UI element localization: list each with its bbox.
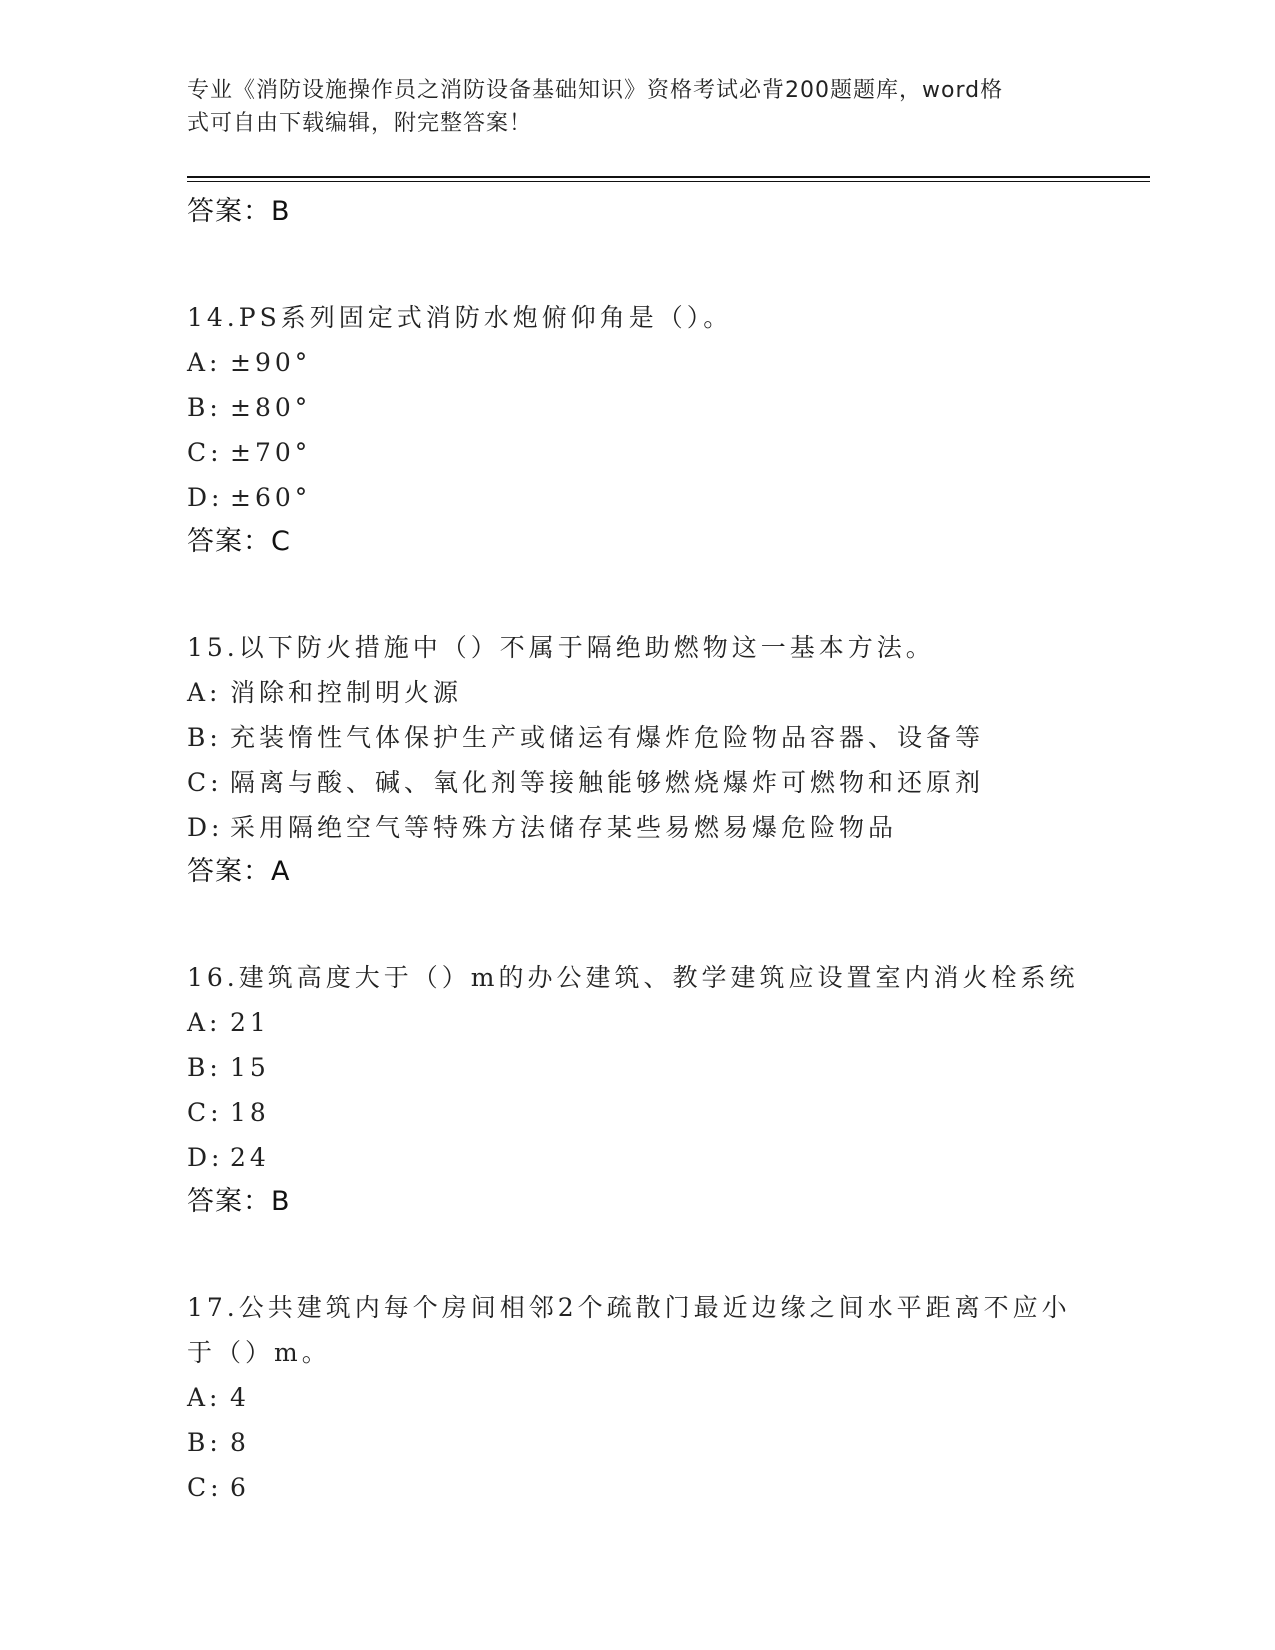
option-value: ±80° [230,393,312,422]
option-key: C: [187,1473,223,1502]
spacer [187,563,1087,625]
option-value: 15 [230,1053,270,1082]
option-key: B: [187,1053,222,1082]
question-16 [187,955,1087,1223]
option-d [187,475,1087,520]
option-key: A: [187,1008,222,1037]
option-c [187,1090,1087,1135]
option-value: 21 [230,1008,270,1037]
answer: 答案：B [187,1186,291,1217]
option-value: 隔离与酸、碱、氧化剂等接触能够燃烧爆炸可燃物和还原剂 [230,768,985,797]
option-key: A: [187,1383,222,1412]
question-text: 17.公共建筑内每个房间相邻2个疏散门最近边缘之间水平距离不应小于（）m。 [187,1293,1071,1367]
option-value: 消除和控制明火源 [230,678,463,707]
option-value: 采用隔绝空气等特殊方法储存某些易燃易爆危险物品 [230,813,898,842]
question-17 [187,1285,1087,1510]
question-14 [187,295,1087,563]
question-list [187,190,1087,1510]
option-value: 24 [230,1143,270,1172]
option-b [187,385,1087,430]
question-text: 16.建筑高度大于（）m的办公建筑、教学建筑应设置室内消火栓系统 [187,963,1079,992]
option-value: ±60° [230,483,312,512]
header-divider-thick [187,176,1150,178]
option-b [187,715,1087,760]
option-key: D: [187,1143,224,1172]
option-c [187,430,1087,475]
document-header [187,74,1067,140]
option-value: ±70° [230,438,312,467]
option-value: 8 [230,1428,250,1457]
option-key: D: [187,813,224,842]
spacer [187,893,1087,955]
question-text: 14.PS系列固定式消防水炮俯仰角是（）。 [187,303,733,332]
option-a [187,1000,1087,1045]
option-b [187,1045,1087,1090]
question-text: 15.以下防火措施中（）不属于隔绝助燃物这一基本方法。 [187,633,935,662]
option-value: 6 [230,1473,250,1502]
option-b [187,1420,1087,1465]
option-key: B: [187,1428,222,1457]
option-d [187,1135,1087,1180]
option-value: 4 [230,1383,250,1412]
header-title-line-1: 专业《消防设施操作员之消防设备基础知识》资格考试必背200题题库，word格 [187,78,1004,103]
answer-previous-question: 答案：B [187,196,291,227]
header-title-line-2: 式可自由下载编辑，附完整答案！ [187,111,533,136]
option-value: 18 [230,1098,270,1127]
option-a [187,1375,1087,1420]
option-key: D: [187,483,224,512]
option-key: B: [187,723,222,752]
question-15 [187,625,1087,893]
option-d [187,805,1087,850]
spacer [187,233,1087,295]
option-key: C: [187,768,223,797]
header-divider-thin [187,181,1150,182]
option-key: C: [187,1098,223,1127]
spacer [187,1223,1087,1285]
option-a [187,340,1087,385]
option-key: A: [187,348,222,377]
option-key: C: [187,438,223,467]
option-key: A: [187,678,222,707]
answer: 答案：A [187,856,291,887]
option-value: 充装惰性气体保护生产或储运有爆炸危险物品容器、设备等 [230,723,985,752]
option-c [187,1465,1087,1510]
option-key: B: [187,393,222,422]
option-a [187,670,1087,715]
option-c [187,760,1087,805]
answer: 答案：C [187,526,291,557]
option-value: ±90° [230,348,312,377]
